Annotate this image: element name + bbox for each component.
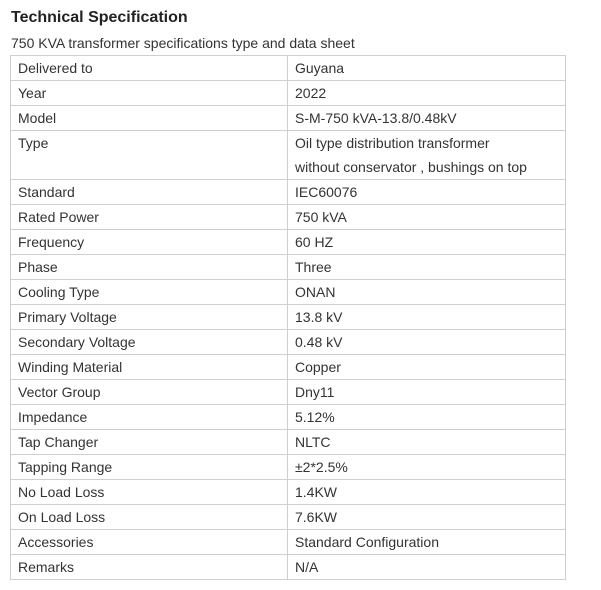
table-row [11, 455, 566, 480]
spec-table [10, 55, 566, 580]
spec-label: Winding Material [11, 355, 288, 380]
table-row [11, 380, 566, 405]
table-row [11, 355, 566, 380]
spec-value: 750 kVA [288, 205, 566, 230]
spec-value: Standard Configuration [288, 530, 566, 555]
spec-value: 1.4KW [288, 480, 566, 505]
spec-value: 0.48 kV [288, 330, 566, 355]
spec-label: Accessories [11, 530, 288, 555]
spec-label: Type [11, 131, 288, 180]
spec-label: Secondary Voltage [11, 330, 288, 355]
spec-label: On Load Loss [11, 505, 288, 530]
spec-value: Copper [288, 355, 566, 380]
table-row [11, 205, 566, 230]
spec-label: Remarks [11, 555, 288, 580]
table-row [11, 106, 566, 131]
table-row [11, 555, 566, 580]
table-row [11, 180, 566, 205]
spec-label: Frequency [11, 230, 288, 255]
spec-label: Standard [11, 180, 288, 205]
spec-label: Year [11, 81, 288, 106]
spec-label: Vector Group [11, 380, 288, 405]
spec-label: Rated Power [11, 205, 288, 230]
table-row [11, 480, 566, 505]
spec-label: Delivered to [11, 56, 288, 81]
spec-value: 2022 [288, 81, 566, 106]
table-row [11, 131, 566, 180]
spec-label: No Load Loss [11, 480, 288, 505]
spec-label: Model [11, 106, 288, 131]
spec-value: ONAN [288, 280, 566, 305]
table-row [11, 505, 566, 530]
spec-value: IEC60076 [288, 180, 566, 205]
spec-value: Three [288, 255, 566, 280]
table-row [11, 230, 566, 255]
page-title: Technical Specification [11, 9, 188, 26]
table-row [11, 430, 566, 455]
table-row [11, 405, 566, 430]
spec-value-line: Oil type distribution transformer [295, 135, 490, 151]
table-row [11, 280, 566, 305]
spec-value: NLTC [288, 430, 566, 455]
spec-value: 60 HZ [288, 230, 566, 255]
spec-value: Guyana [288, 56, 566, 81]
spec-value [288, 131, 566, 180]
table-row [11, 56, 566, 81]
spec-value: 7.6KW [288, 505, 566, 530]
spec-label: Cooling Type [11, 280, 288, 305]
spec-value: N/A [288, 555, 566, 580]
table-row [11, 305, 566, 330]
table-row [11, 530, 566, 555]
table-row [11, 81, 566, 106]
table-row [11, 330, 566, 355]
spec-label: Primary Voltage [11, 305, 288, 330]
spec-value: 13.8 kV [288, 305, 566, 330]
spec-value: ±2*2.5% [288, 455, 566, 480]
spec-label: Tapping Range [11, 455, 288, 480]
spec-value: S-M-750 kVA-13.8/0.48kV [288, 106, 566, 131]
spec-value: Dny11 [288, 380, 566, 405]
spec-value: 5.12% [288, 405, 566, 430]
spec-label: Phase [11, 255, 288, 280]
spec-value-line: without conservator , bushings on top [295, 159, 527, 175]
page-subtitle: 750 KVA transformer specifications type and data sheet [11, 35, 355, 51]
spec-label: Tap Changer [11, 430, 288, 455]
table-row [11, 255, 566, 280]
spec-label: Impedance [11, 405, 288, 430]
